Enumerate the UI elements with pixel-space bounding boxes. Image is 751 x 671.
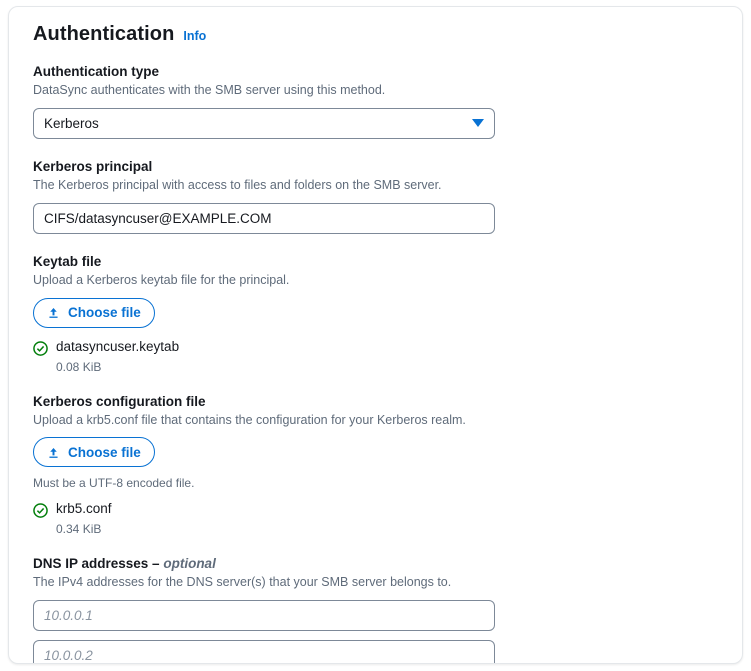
authentication-type-label: Authentication type: [33, 64, 160, 79]
keytab-choose-file-button[interactable]: [33, 298, 155, 328]
section-header: [33, 23, 718, 46]
success-check-icon: [33, 341, 48, 356]
keytab-file-name: datasyncuser.keytab: [56, 338, 180, 354]
authentication-type-description: DataSync authenticates with the SMB server using this method.: [33, 83, 386, 97]
dns-ip-input-1[interactable]: [33, 600, 495, 631]
kerberos-config-file-size: 0.34 KiB: [56, 522, 102, 537]
kerberos-principal-field: [33, 159, 718, 234]
dns-ip-addresses-description: The IPv4 addresses for the DNS server(s) that your SMB server belongs to.: [33, 575, 452, 590]
dns-ip-addresses-label: [33, 556, 718, 571]
chevron-down-icon: [472, 119, 484, 127]
keytab-file-label: Keytab file: [33, 253, 102, 269]
kerberos-config-choose-file-label: Choose file: [68, 444, 141, 460]
success-check-icon: [33, 503, 48, 518]
upload-icon: [47, 306, 60, 319]
kerberos-principal-label: Kerberos principal: [33, 158, 153, 174]
dns-ip-addresses-label-text: DNS IP addresses –: [33, 556, 164, 572]
dns-ip-addresses-field: [33, 556, 718, 664]
kerberos-principal-input[interactable]: [33, 203, 495, 234]
dns-ip-addresses-optional-tag: optional: [163, 556, 216, 572]
kerberos-config-file-field: [33, 394, 718, 537]
kerberos-config-file-label: Kerberos configuration file: [33, 393, 206, 409]
keytab-choose-file-label: Choose file: [68, 305, 141, 321]
keytab-file-field: [33, 254, 718, 374]
keytab-file-info: [56, 339, 179, 374]
kerberos-config-file-name: krb5.conf: [56, 501, 112, 517]
kerberos-config-constraint-text: Must be a UTF-8 encoded file.: [33, 476, 195, 491]
authentication-panel: [8, 6, 743, 664]
page-title: Authentication: [33, 23, 175, 45]
authentication-type-select[interactable]: [33, 108, 495, 139]
keytab-file-size: 0.08 KiB: [56, 359, 102, 374]
keytab-uploaded-file: [33, 339, 718, 374]
kerberos-config-uploaded-file: [33, 501, 718, 536]
dns-ip-input-2-wrapper: [33, 640, 718, 664]
keytab-file-description: Upload a Kerberos keytab file for the principal.: [33, 272, 290, 287]
kerberos-principal-description: The Kerberos principal with access to files and folders on the SMB server.: [33, 177, 442, 192]
dns-ip-input-2[interactable]: [33, 640, 495, 664]
kerberos-config-file-info: [56, 501, 112, 536]
info-link[interactable]: Info: [183, 29, 207, 43]
dns-ip-input-1-wrapper: [33, 600, 718, 631]
kerberos-config-choose-file-button[interactable]: [33, 437, 155, 467]
panel-content: [9, 7, 742, 664]
authentication-type-field: [33, 64, 718, 139]
kerberos-config-file-description: Upload a krb5.conf file that contains the configuration for your Kerberos realm.: [33, 412, 466, 427]
authentication-type-selected-value: Kerberos: [44, 115, 99, 131]
upload-icon: [47, 446, 60, 459]
